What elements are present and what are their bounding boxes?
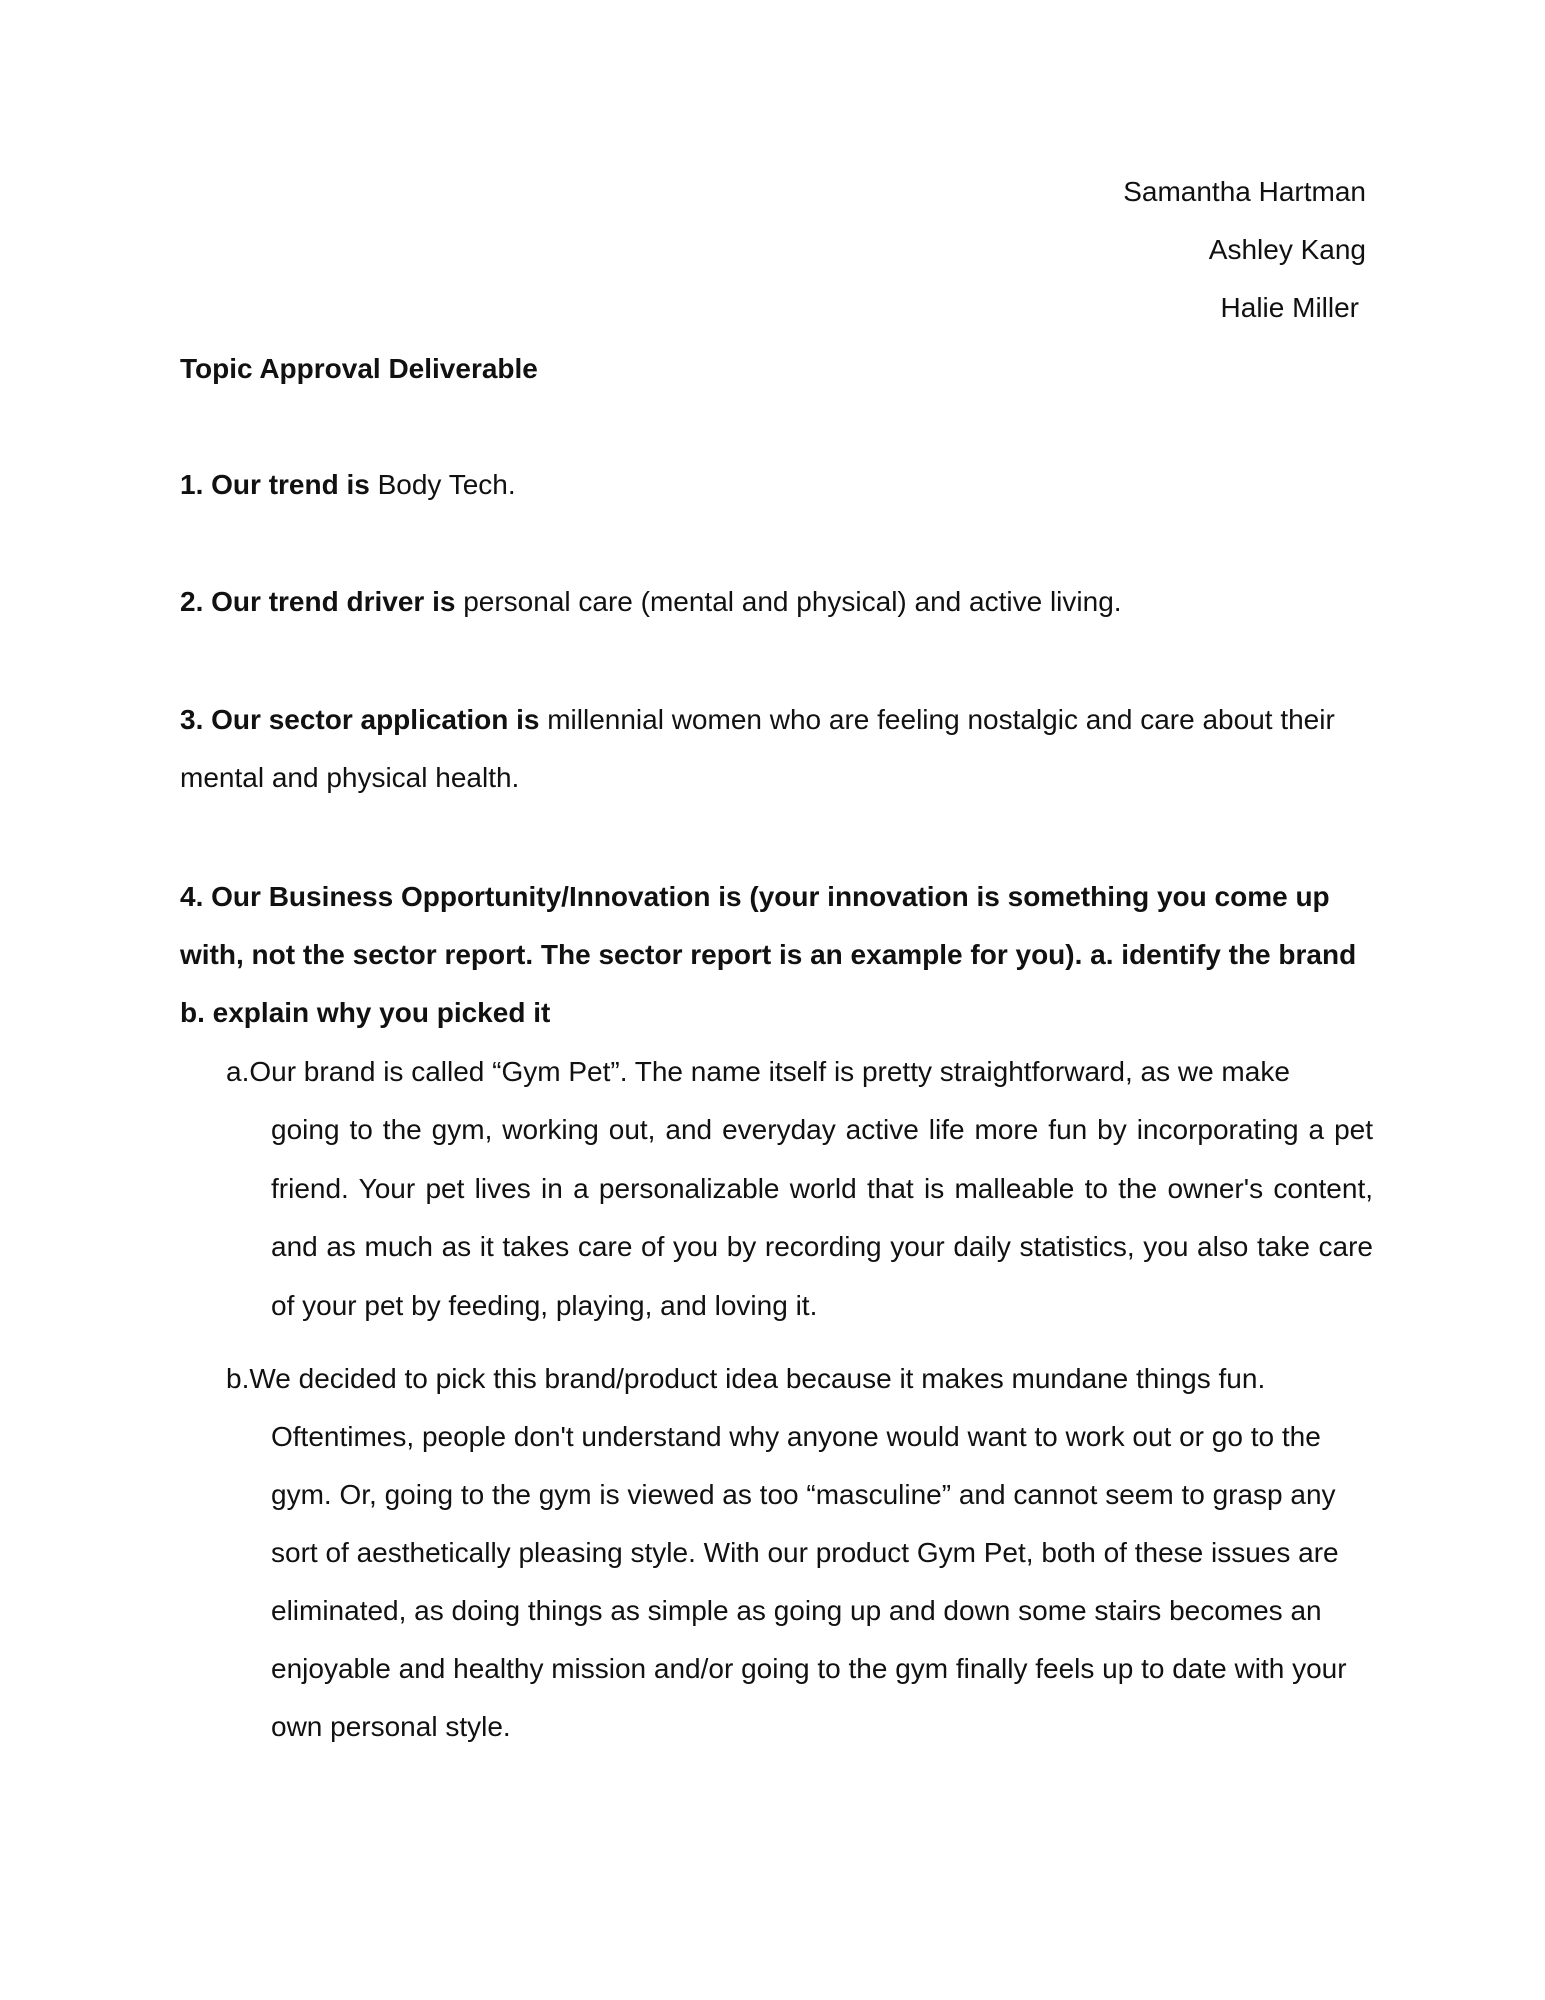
answer-a-first-line: a.Our brand is called “Gym Pet”. The name itself is pretty straightforward, as we make <box>226 1056 1290 1087</box>
answer-b-line: enjoyable and healthy mission and/or going to the gym finally feels up to date with your <box>271 1653 1347 1684</box>
answer-b-line: own personal style. <box>271 1711 511 1742</box>
item-text: personal care (mental and physical) and active living. <box>463 586 1122 617</box>
item-text: Body Tech. <box>377 469 516 500</box>
item-business-opportunity: b. explain why you picked it <box>180 997 551 1028</box>
author-name: Halie Miller <box>1220 292 1359 323</box>
answer-b-line: Oftentimes, people don't understand why anyone would want to work out or go to the <box>271 1421 1321 1452</box>
author-name: Samantha Hartman <box>1123 176 1366 207</box>
answer-b-line: gym. Or, going to the gym is viewed as too “masculine” and cannot seem to grasp any <box>271 1479 1336 1510</box>
item-business-opportunity: with, not the sector report. The sector report is an example for you). a. identify the brand <box>180 939 1357 970</box>
answer-a-body: going to the gym, working out, and everyday active life more fun by incorporating a pet friend. Your pet lives in a personalizable world that is malleable to the owner's content, and as much as it takes care of you by recording your daily statistics, you also take care of your pet by feeding, playing, and loving it. <box>271 1114 1373 1321</box>
item-label: 2. Our trend driver is <box>180 586 456 617</box>
answer-b-line: eliminated, as doing things as simple as going up and down some stairs becomes an <box>271 1595 1322 1626</box>
item-text-continued: mental and physical health. <box>180 762 520 793</box>
item-trend-driver <box>180 585 1122 619</box>
item-sector-application <box>180 703 1335 737</box>
author-name: Ashley Kang <box>1208 234 1366 265</box>
answer-b-first-line: b.We decided to pick this brand/product idea because it makes mundane things fun. <box>226 1363 1266 1394</box>
item-business-opportunity: 4. Our Business Opportunity/Innovation is (your innovation is something you come up <box>180 881 1330 912</box>
item-label: 1. Our trend is <box>180 469 370 500</box>
item-label: 3. Our sector application is <box>180 704 540 735</box>
item-trend <box>180 468 516 502</box>
answer-b-line: sort of aesthetically pleasing style. With our product Gym Pet, both of these issues are <box>271 1537 1339 1568</box>
item-text: millennial women who are feeling nostalgic and care about their <box>547 704 1335 735</box>
document-title: Topic Approval Deliverable <box>180 353 538 384</box>
